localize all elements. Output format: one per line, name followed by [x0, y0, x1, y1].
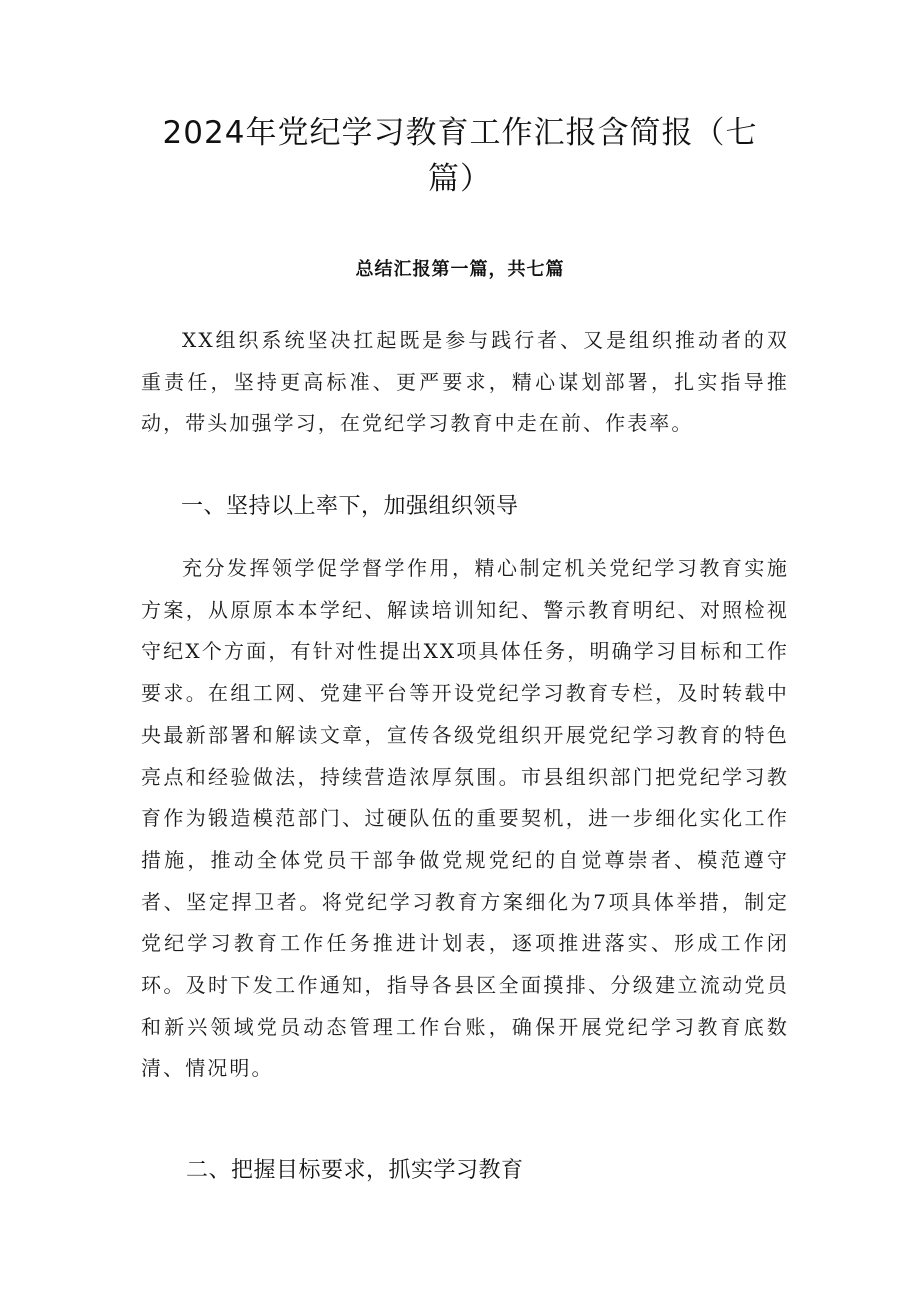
section-heading-2: 二、把握目标要求，抓实学习教育 [186, 1158, 524, 1183]
intro-paragraph: XX组织系统坚决扛起既是参与践行者、又是组织推动者的双重责任，坚持更高标准、更严要求，精心谋划部署，扎实指导推动，带头加强学习，在党纪学习教育中走在前、作表率。 [141, 328, 789, 436]
section-heading-1: 一、坚持以上率下，加强组织领导 [181, 494, 519, 519]
document-title: 2024年党纪学习教育工作汇报含简报（七篇） [162, 115, 758, 197]
document-subtitle: 总结汇报第一篇，共七篇 [355, 259, 565, 280]
section-1-paragraph: 充分发挥领学促学督学作用，精心制定机关党纪学习教育实施方案，从原原本本学纪、解读培训知纪、警示教育明纪、对照检视守纪X个方面，有针对性提出XX项具体任务，明确学习目标和工作要求。在组工网、党建平台等开设党纪学习教育专栏，及时转载中央最新部署和解读文章，宣传各级党组织开展党纪学习教育的特色亮点和经验做法，持续营造浓厚氛围。市县组织部门把党纪学习教育作为锻造模范部门、过硬队伍的重要契机，进一步细化实化工作措施，推动全体党员干部争做党规党纪的自觉尊崇者、模范遵守者、坚定捍卫者。将党纪学习教育方案细化为7项具体举措，制定党纪学习教育工作任务推进计划表，逐项推进落实、形成工作闭环。及时下发工作通知，指导各县区全面摸排、分级建立流动党员和新兴领域党员动态管理工作台账，确保开展党纪学习教育底数清、情况明。 [141, 556, 789, 1081]
